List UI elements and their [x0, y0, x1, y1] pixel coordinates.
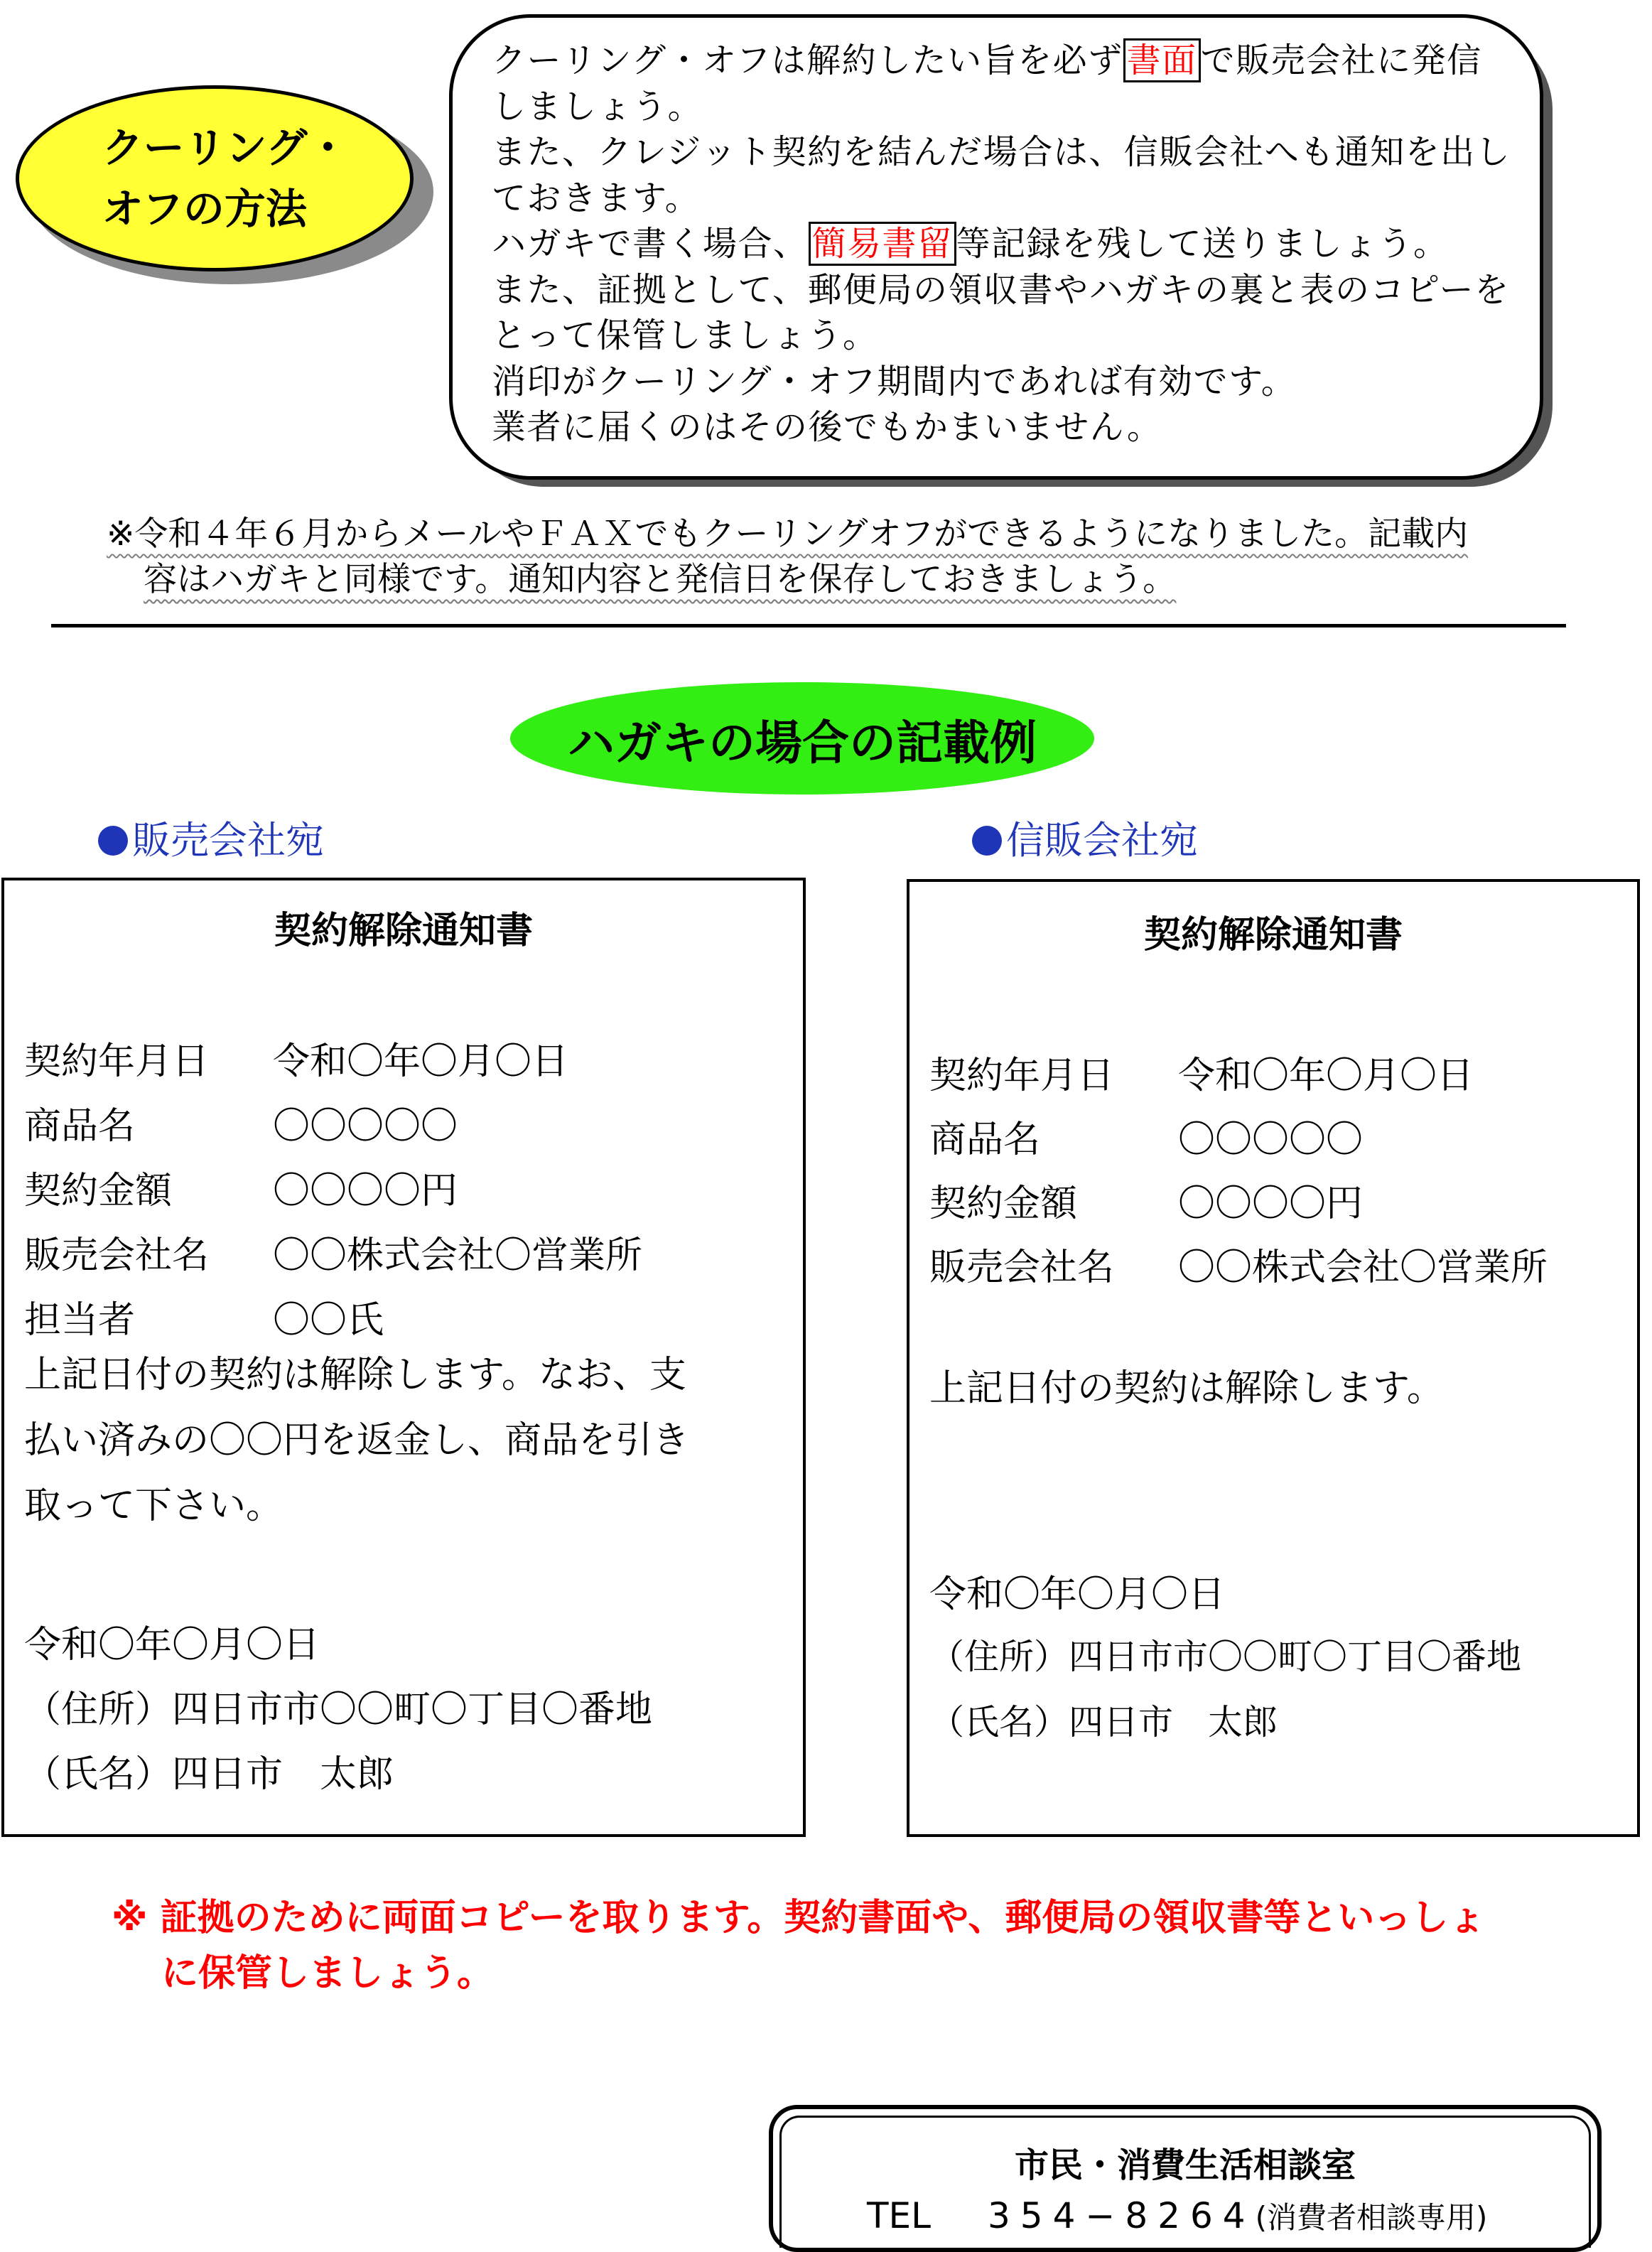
instruction-line: ておきます。 [492, 178, 701, 218]
credit-row: 契約金額 〇〇〇〇円 [929, 1182, 1364, 1225]
email-note-line2: 容はハガキと同様です。通知内容と発信日を保存しておきましょう。 [144, 560, 1177, 599]
method-title-line1: クーリング・ [102, 124, 349, 172]
example-title-ellipse [510, 682, 1094, 794]
instruction-line: また、クレジット契約を結んだ場合は、信販会社へも通知を出し [492, 132, 1511, 172]
bullet-icon [972, 826, 1002, 856]
instruction-line: また、証拠として、郵便局の領収書やハガキの裏と表のコピーを [492, 269, 1510, 310]
instruction-line: ハガキで書く場合、 簡易書留 等記録を残して送りましょう。 [492, 221, 1540, 267]
contact-office-name: 市民・消費生活相談室 [1014, 2145, 1356, 2185]
instructions-box [449, 14, 1543, 480]
seller-notice-body: 上記日付の契約は解除します。なお、支 払い済みの〇〇円を返金し、商品を引き 取って下さい。 [24, 1354, 690, 1527]
red-note-line2: に保管しましょう。 [161, 1952, 495, 1995]
credit-row: 商品名 〇〇〇〇〇 [929, 1119, 1364, 1161]
contact-phone [867, 2194, 1487, 2237]
seller-row: 契約年月日 令和〇年〇月〇日 [24, 1040, 569, 1083]
instruction-line: 消印がクーリング・オフ期間内であれば有効です。 [492, 361, 1297, 402]
contact-inner-frame [779, 2116, 1591, 2248]
credit-notice-name: （氏名）四日市 太郎 [929, 1702, 1278, 1742]
credit-notice-date: 令和〇年〇月〇日 [929, 1573, 1226, 1616]
seller-row: 担当者 〇〇氏 [24, 1299, 384, 1342]
bullet-icon [98, 826, 128, 856]
seller-notice-address: （住所）四日市市〇〇町〇丁目〇番地 [24, 1688, 653, 1731]
contact-box [769, 2105, 1602, 2252]
method-title [102, 117, 349, 239]
section-divider [51, 624, 1566, 627]
instruction-line: 業者に届くのはその後でもかまいません。 [492, 407, 1162, 447]
credit-notice-body: 上記日付の契約は解除します。 [929, 1367, 1444, 1410]
credit-notice-card [907, 879, 1640, 1837]
method-title-line2: オフの方法 [102, 185, 307, 233]
tel-note: (消費者相談専用) [1255, 2200, 1488, 2235]
email-note-line1: ※令和４年６月からメールやＦＡＸでもクーリングオフができるようになりました。記載内 [107, 514, 1469, 554]
seller-notice-card [1, 878, 806, 1837]
method-title-ellipse [16, 85, 414, 271]
credit-heading-text: 信販会社宛 [1006, 818, 1198, 863]
credit-row: 契約年月日 令和〇年〇月〇日 [929, 1055, 1474, 1097]
seller-notice-date: 令和〇年〇月〇日 [24, 1624, 320, 1666]
copy-reminder-note [112, 1890, 1485, 2001]
seller-heading [98, 810, 324, 865]
credit-notice-address: （住所）四日市市〇〇町〇丁目〇番地 [929, 1637, 1522, 1677]
example-title: ハガキの場合の記載例 [568, 715, 1037, 770]
seller-row: 契約金額 〇〇〇〇円 [24, 1170, 458, 1212]
email-fax-note [107, 512, 1468, 603]
tel-label: TEL [867, 2195, 931, 2236]
seller-row: 販売会社名 〇〇株式会社〇営業所 [24, 1234, 643, 1277]
credit-heading [972, 810, 1198, 865]
seller-heading-text: 販売会社宛 [132, 818, 324, 863]
seller-row: 商品名 〇〇〇〇〇 [24, 1105, 458, 1148]
tel-number: 354−8264 [988, 2195, 1256, 2236]
written-form-highlight: 書面 [1123, 38, 1201, 82]
credit-notice-title: 契約解除通知書 [1143, 914, 1403, 957]
seller-notice-title: 契約解除通知書 [274, 910, 533, 952]
registered-mail-highlight: 簡易書留 [809, 222, 956, 266]
instruction-line: とって保管しましょう。 [492, 316, 878, 355]
credit-row: 販売会社名 〇〇株式会社〇営業所 [929, 1246, 1548, 1289]
seller-notice-name: （氏名）四日市 太郎 [24, 1753, 394, 1796]
instruction-line: クーリング・オフは解約したい旨を必ず 書面 で販売会社に発信 [492, 38, 1540, 84]
red-note-line1: ※ 証拠のために両面コピーを取ります。契約書面や、郵便局の領収書等といっしょ [112, 1897, 1486, 1939]
instruction-line: しましょう。 [492, 86, 703, 126]
